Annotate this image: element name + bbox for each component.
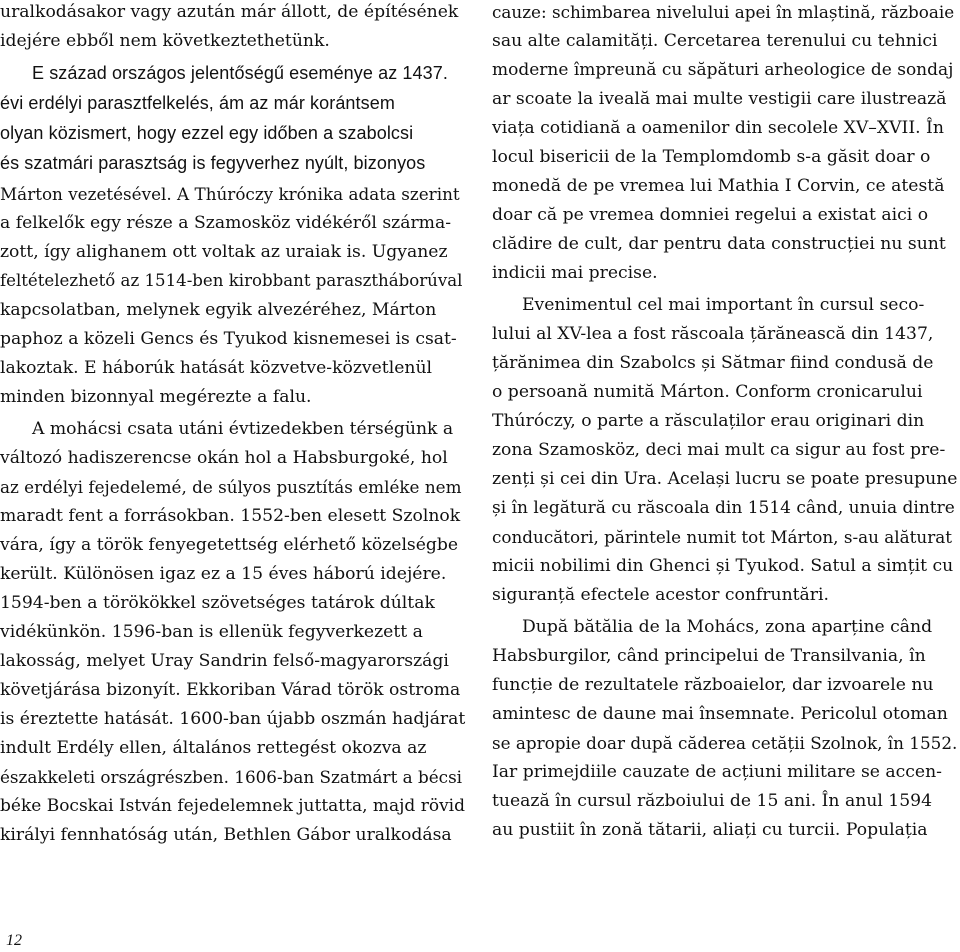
- right-line-22: După bătălia de la Mohács, zona aparține când: [522, 617, 933, 637]
- left-line-07: Márton vezetésével. A Thúróczy krónika adata szerint: [0, 184, 460, 204]
- right-line-21: siguranță efectele acestor confruntări.: [492, 585, 829, 605]
- left-line-17: az erdélyi fejedelemé, de súlyos pusztítás emléke nem: [0, 477, 462, 497]
- right-line-05: viața cotidiană a oamenilor din secolele XV–XVII. În: [492, 118, 944, 138]
- right-line-12: lului al XV-lea a fost răscoala țărănească din 1437,: [492, 324, 934, 344]
- right-line-28: tuează în cursul războiului de 15 ani. În anul 1594: [492, 791, 933, 811]
- left-line-24: követjárása bizonyít. Ekkoriban Várad török ostroma: [0, 680, 461, 700]
- left-line-25: is éreztette hatását. 1600-ban újabb oszmán hadjárat: [0, 709, 466, 729]
- left-line-08: a felkelők egy része a Szamosköz vidékéről szárma-: [0, 213, 452, 233]
- right-line-19: conducători, părintele numit tot Márton, s-au alăturat: [492, 527, 952, 547]
- left-line-09: zott, így alighanem ott voltak az uraiak is. Ugyanez: [0, 242, 448, 262]
- right-line-04: ar scoate la iveală mai multe vestigii care ilustrează: [492, 89, 947, 109]
- left-line-11: kapcsolatban, melynek egyik alvezéréhez, Márton: [0, 300, 437, 320]
- left-line-21: 1594-ben a törökökkel szövetséges tatárok dúltak: [0, 593, 435, 613]
- left-line-10: feltételezhető az 1514-ben kirobbant parasztháborúval: [0, 271, 463, 290]
- right-line-20: micii nobilimi din Ghenci și Tyukod. Satul a simțit cu: [492, 556, 954, 576]
- left-line-26: indult Erdély ellen, általános rettegést okozva az: [0, 738, 427, 758]
- left-line-27: északkeleti országrészben. 1606-ban Szatmárt a bécsi: [0, 767, 463, 787]
- right-line-09: clădire de cult, dar pentru data construcției nu sunt: [492, 234, 946, 254]
- right-line-14: o persoană numită Márton. Conform cronicarului: [492, 382, 923, 402]
- right-line-16: zona Szamosköz, deci mai mult ca sigur au fost pre-: [492, 440, 946, 460]
- right-line-15: Thúróczy, o parte a răsculaților erau originari din: [492, 411, 925, 431]
- left-line-14: minden bizonnyal megérezte a falu.: [0, 387, 312, 407]
- left-line-20: került. Különösen igaz ez a 15 éves háború idejére.: [0, 564, 447, 584]
- right-line-07: monedă de pe vremea lui Mathia I Corvin, ce atestă: [492, 176, 945, 196]
- right-line-06: locul bisericii de la Templomdomb s-a găsit doar o: [492, 147, 931, 167]
- left-line-05: olyan közismert, hogy ezzel egy időben a szabolcsi: [0, 123, 414, 143]
- left-line-15: A mohácsi csata utáni évtizedekben térségünk a: [32, 419, 454, 439]
- left-line-22: vidékünkön. 1596-ban is ellenük fegyverkezett a: [0, 622, 423, 642]
- right-line-25: amintesc de daune mai însemnate. Pericolul otoman: [492, 704, 948, 724]
- right-line-01: cauze: schimbarea nivelului apei în mlaștină, războaie: [492, 2, 955, 22]
- left-line-19: vára, így a török fenyegetettség elérhető közelségbe: [0, 535, 459, 555]
- right-line-02: sau alte calamități. Cercetarea terenului cu tehnici: [492, 31, 938, 51]
- right-line-24: funcție de rezultatele războaielor, dar izvoarele nu: [492, 675, 934, 695]
- right-line-13: țărănimea din Szabolcs și Sătmar fiind condusă de: [492, 353, 934, 373]
- left-line-28: béke Bocskai István fejedelemnek juttatta, majd rövid: [0, 796, 466, 816]
- left-line-29: királyi fennhatóság után, Bethlen Gábor uralkodása: [0, 825, 452, 845]
- left-line-04: évi erdélyi parasztfelkelés, ám az már korántsem: [0, 93, 395, 113]
- left-line-18: maradt fent a forrásokban. 1552-ben elesett Szolnok: [0, 506, 461, 526]
- left-line-23: lakosság, melyet Uray Sandrin felső-magyarországi: [0, 651, 449, 671]
- right-line-23: Habsburgilor, când principelui de Transilvania, în: [492, 646, 926, 666]
- left-line-02: idejére ebből nem következtethetünk.: [0, 31, 330, 51]
- right-line-26: se apropie doar după căderea cetății Szolnok, în 1552.: [492, 733, 958, 753]
- right-line-18: și în legătură cu răscoala din 1514 când, unuia dintre: [492, 498, 955, 518]
- left-line-03: E század országos jelentőségű eseménye az 1437.: [32, 63, 448, 83]
- right-line-11: Evenimentul cel mai important în cursul seco-: [522, 295, 925, 315]
- right-line-29: au pustiit în zonă tătarii, aliați cu turcii. Populația: [492, 820, 928, 840]
- right-line-17: zenți și cei din Ura. Același lucru se poate presupune: [492, 469, 958, 489]
- right-line-03: moderne împreună cu săpături arheologice de sondaj: [492, 60, 954, 80]
- left-line-12: paphoz a közeli Gencs és Tyukod kisnemesei is csat-: [0, 329, 457, 349]
- left-line-13: lakoztak. E háborúk hatását közvetve-közvetlenül: [0, 358, 433, 378]
- left-line-01: uralkodásakor vagy azután már állott, de építésének: [0, 2, 459, 22]
- right-line-10: indicii mai precise.: [492, 263, 658, 283]
- left-line-06: és szatmári parasztság is fegyverhez nyúlt, bizonyos: [0, 153, 426, 173]
- left-line-16: változó hadiszerencse okán hol a Habsburgoké, hol: [0, 448, 448, 468]
- right-line-27: Iar primejdiile cauzate de acțiuni militare se accen-: [492, 762, 942, 782]
- right-line-08: doar că pe vremea domniei regelui a existat aici o: [492, 205, 929, 225]
- page-number: 12: [6, 932, 22, 949]
